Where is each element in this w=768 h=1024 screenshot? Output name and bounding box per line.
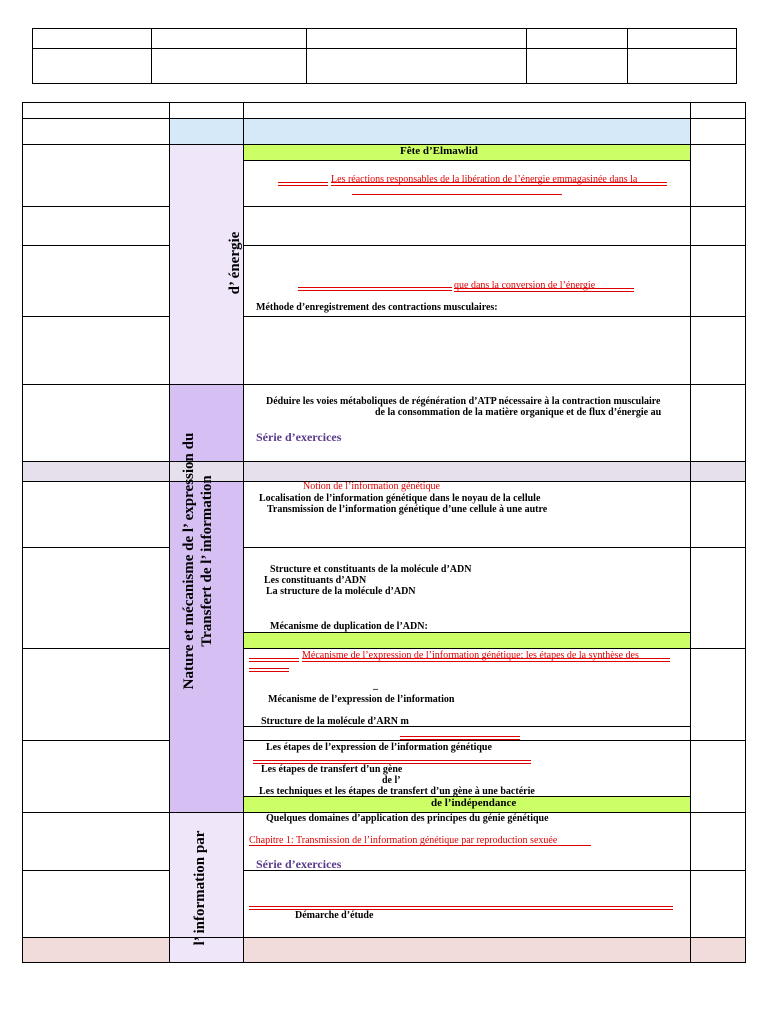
red-underline <box>400 736 520 740</box>
conversion-energie: que dans la conversion de l’énergie <box>454 280 596 291</box>
constituants-adn: Les constituants d’ADN <box>264 575 367 586</box>
red-underline <box>278 182 328 186</box>
methode-enregistrement: Méthode d’enregistrement des contractions musculaires: <box>256 302 498 313</box>
red-underline <box>302 658 670 662</box>
header-col-divider <box>306 28 307 84</box>
main-table <box>22 102 746 963</box>
structure-molecule-adn: La structure de la molécule d’ADN <box>266 586 416 597</box>
transmission-cellule: Transmission de l’information génétique d’une cellule à une autre <box>267 504 548 515</box>
serie-exercices-1: Série d’exercices <box>256 430 342 444</box>
header-col-divider <box>627 28 628 84</box>
techniques-transfert: Les techniques et les étapes de transfert d’un gène à une bactérie <box>259 786 535 797</box>
red-underline <box>352 194 562 195</box>
red-underline <box>331 182 667 186</box>
mecanisme-expression-red: Mécanisme de l’expression de l’information génétique: les étapes de la synthèse des <box>302 650 639 661</box>
chapitre1: Chapitre 1: Transmission de l’information génétique par reproduction sexuée <box>249 835 558 846</box>
de-l: de l’ <box>382 775 401 786</box>
theme2-title-line2: Transfert de l’ information <box>199 475 215 647</box>
row-line-right <box>243 245 746 246</box>
theme2-title <box>180 356 220 766</box>
row-line <box>22 937 746 938</box>
row-line-right <box>243 740 746 741</box>
deduire-voies-line2: de la consommation de la matière organique et de flux d’énergie au <box>375 407 662 418</box>
red-underline <box>249 845 591 846</box>
row-line-left <box>22 870 169 871</box>
dash: _ <box>373 680 378 691</box>
row-line-right <box>243 206 746 207</box>
row-line-left <box>22 740 169 741</box>
etapes-expression: Les étapes de l’expression de l’information génétique <box>266 742 492 753</box>
row-line <box>22 461 746 462</box>
row-line-left <box>22 245 169 246</box>
structure-adn: Structure et constituants de la molécule d’ADN <box>270 564 472 575</box>
row-line-left <box>22 316 169 317</box>
reactions-liberation: Les réactions responsables de la libération de l’énergie emmagasinée dans la <box>331 174 638 185</box>
duplication-adn: Mécanisme de duplication de l’ADN: <box>270 621 428 632</box>
theme1-title: d’ énergie <box>227 231 243 295</box>
fete-elmawlid: Fête d’Elmawlid <box>400 145 478 157</box>
row-line <box>22 118 746 119</box>
row-line <box>22 144 746 145</box>
col-line <box>169 102 170 963</box>
red-underline <box>454 288 634 292</box>
row-line-left <box>22 547 169 548</box>
mecanisme-expression: Mécanisme de l’expression de l’information <box>268 694 455 705</box>
row-line <box>22 384 746 385</box>
red-underline <box>249 668 289 672</box>
row-line-left <box>22 648 169 649</box>
row-line-right <box>243 316 746 317</box>
deduire-voies-line1: Déduire les voies métaboliques de régénération d’ATP nécessaire à la contraction musculaire <box>266 396 661 407</box>
header-col-divider <box>151 28 152 84</box>
row-line-right <box>243 547 746 548</box>
header-table <box>32 28 737 84</box>
structure-arn: Structure de la molécule d’ARN m <box>261 716 409 727</box>
serie-exercices-2: Série d’exercices <box>256 857 342 871</box>
theme2-title-line1: Nature et mécanisme de l’ expression du <box>181 432 197 690</box>
notion-information: Notion de l’information génétique <box>303 481 440 492</box>
localisation-information: Localisation de l’information génétique dans le noyau de la cellule <box>259 493 541 504</box>
row-line-right <box>243 160 690 161</box>
row-line-right <box>243 632 690 633</box>
red-underline <box>298 287 452 291</box>
demarche-etude: Démarche d’étude <box>295 910 374 921</box>
header-col-divider <box>526 28 527 84</box>
header-row-divider <box>32 48 737 49</box>
row-line-left <box>22 206 169 207</box>
row-line-right <box>243 648 746 649</box>
red-underline <box>249 658 299 662</box>
independance: de l’indépendance <box>431 797 517 809</box>
theme3-title: l’ information par <box>192 830 208 946</box>
col-line <box>690 102 691 963</box>
etapes-transfert: Les étapes de transfert d’un gène <box>261 764 403 775</box>
domaines-genie: Quelques domaines d’application des principes du génie génétique <box>266 813 549 824</box>
